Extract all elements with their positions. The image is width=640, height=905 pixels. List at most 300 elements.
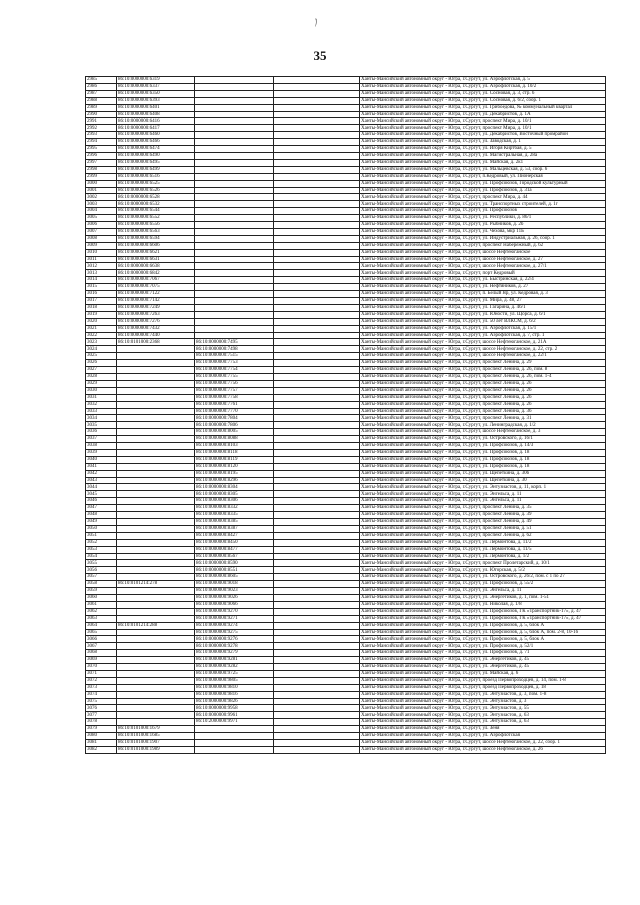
cadastral-number-2-cell xyxy=(195,215,274,222)
row-number-cell: 3023 xyxy=(86,339,117,346)
address-cell: Ханты-Мансийский автономный округ - Югра, г.Сургут, шоссе Нефтеюганское, д. 27 xyxy=(360,256,606,263)
cadastral-number-2-cell: 86:10:0000000:9961 xyxy=(195,712,274,719)
extra-field-cell xyxy=(274,443,360,450)
table-row xyxy=(86,408,606,415)
table-row xyxy=(86,698,606,705)
table-row xyxy=(86,83,606,90)
address-cell: Ханты-Мансийский автономный округ - Югра, г.Сургут, ул. Грибоедова, № коммунальный квартал xyxy=(360,104,606,111)
row-number-cell: 2990 xyxy=(86,111,117,118)
address-cell: Ханты-Мансийский автономный округ - Югра, г.Сургут, ул. Профсоюзов, ГК «Транспортник-17», д. 47 xyxy=(360,615,606,622)
row-number-cell: 3045 xyxy=(86,491,117,498)
row-number-cell: 2995 xyxy=(86,146,117,153)
row-number-cell: 2988 xyxy=(86,97,117,104)
cadastral-number-cell: 86:10:0000000:6417 xyxy=(117,125,195,132)
table-row xyxy=(86,512,606,519)
address-cell: Ханты-Мансийский автономный округ - Югра, г.Сургут, ул. Югорская, д. 5/2 xyxy=(360,567,606,574)
cadastral-number-cell: 86:10:0000000:6552 xyxy=(117,215,195,222)
cadastral-number-2-cell: 86:10:0000000:9958 xyxy=(195,705,274,712)
extra-field-cell xyxy=(274,567,360,574)
cadastral-number-cell xyxy=(117,387,195,394)
address-cell: Ханты-Мансийский автономный округ - Югра, г.Сургут, ул. Энгельса, д. 11 xyxy=(360,491,606,498)
table-row xyxy=(86,277,606,284)
row-number-cell: 3060 xyxy=(86,594,117,601)
cadastral-number-cell xyxy=(117,594,195,601)
row-number-cell: 3063 xyxy=(86,615,117,622)
cadastral-number-2-cell xyxy=(195,146,274,153)
cadastral-number-2-cell: 86:10:0000000:8005 xyxy=(195,429,274,436)
address-cell: Ханты-Мансийский автономный округ - Югра, г.Сургут, шоссе Нефтеюганское, д. 22, стр. 2 xyxy=(360,346,606,353)
cadastral-number-cell: 86:10:0000000:6544 xyxy=(117,208,195,215)
cadastral-number-cell: 86:10:0000000:6631 xyxy=(117,256,195,263)
address-cell: Ханты-Мансийский автономный округ - Югра, г.Сургут, ул. Энтузиастов, д. 3 xyxy=(360,698,606,705)
address-cell: Ханты-Мансийский автономный округ - Югра, г.Сургут, шоссе Нефтеюганское, д. 26 xyxy=(360,746,606,753)
cadastral-number-cell xyxy=(117,367,195,374)
row-number-cell: 3053 xyxy=(86,546,117,553)
row-number-cell: 3065 xyxy=(86,629,117,636)
cadastral-number-cell: 86:10:0000000:6466 xyxy=(117,139,195,146)
table-row xyxy=(86,746,606,753)
row-number-cell: 2996 xyxy=(86,152,117,159)
cadastral-number-cell: 86:10:0101000:1685 xyxy=(117,733,195,740)
cadastral-number-2-cell xyxy=(195,166,274,173)
cadastral-number-cell: 86:10:0000000:6350 xyxy=(117,90,195,97)
row-number-cell: 3066 xyxy=(86,636,117,643)
address-cell: Ханты-Мансийский автономный округ - Югра, г.Сургут, проспект Ленина, д. 26 xyxy=(360,394,606,401)
extra-field-cell xyxy=(274,719,360,726)
table-row xyxy=(86,539,606,546)
row-number-cell: 2994 xyxy=(86,139,117,146)
address-cell: Ханты-Мансийский автономный округ - Югра, г.Сургут, ул. Энергетиков, д. 45 xyxy=(360,664,606,671)
cadastral-number-2-cell xyxy=(195,201,274,208)
table-row xyxy=(86,705,606,712)
row-number-cell: 3035 xyxy=(86,422,117,429)
extra-field-cell xyxy=(274,608,360,615)
cadastral-number-cell xyxy=(117,394,195,401)
cadastral-number-2-cell: 86:10:0000000:8332 xyxy=(195,505,274,512)
cadastral-number-cell xyxy=(117,449,195,456)
address-cell: Ханты-Мансийский автономный округ - Югра, г.Сургут, ул. Профсоюзов, д. 18 xyxy=(360,463,606,470)
table-row xyxy=(86,436,606,443)
cadastral-number-cell xyxy=(117,650,195,657)
extra-field-cell xyxy=(274,367,360,374)
extra-field-cell xyxy=(274,159,360,166)
extra-field-cell xyxy=(274,553,360,560)
table-row xyxy=(86,215,606,222)
row-number-cell: 3024 xyxy=(86,346,117,353)
extra-field-cell xyxy=(274,615,360,622)
cadastral-number-2-cell: 86:10:0000000:7495 xyxy=(195,339,274,346)
row-number-cell: 3006 xyxy=(86,222,117,229)
table-row xyxy=(86,373,606,380)
address-cell: Ханты-Мансийский автономный округ - Югра, г.Сургут, шоссе Нефтеюганское, д. 22/1 xyxy=(360,353,606,360)
cadastral-number-2-cell xyxy=(195,277,274,284)
table-row xyxy=(86,146,606,153)
extra-field-cell xyxy=(274,491,360,498)
row-number-cell: 2987 xyxy=(86,90,117,97)
cadastral-number-2-cell: 86:10:0000000:9278 xyxy=(195,643,274,650)
cadastral-number-2-cell: 86:10:0000000:9725 xyxy=(195,670,274,677)
address-cell: Ханты-Мансийский автономный округ - Югра, г.Сургут, ул. Декабристов, д. 1А xyxy=(360,111,606,118)
extra-field-cell xyxy=(274,291,360,298)
table-row xyxy=(86,719,606,726)
row-number-cell: 3057 xyxy=(86,574,117,581)
cadastral-number-cell: 86:10:0000000:7249 xyxy=(117,304,195,311)
cadastral-number-cell: 86:10:0101214:288 xyxy=(117,622,195,629)
cadastral-number-2-cell: 86:10:0000000:9018 xyxy=(195,581,274,588)
extra-field-cell xyxy=(274,222,360,229)
row-number-cell: 3068 xyxy=(86,650,117,657)
row-number-cell: 3072 xyxy=(86,677,117,684)
extra-field-cell xyxy=(274,152,360,159)
cadastral-number-cell: 86:10:0000000:7432 xyxy=(117,325,195,332)
table-row xyxy=(86,594,606,601)
address-cell: Ханты-Мансийский автономный округ - Югра, г.Сургут, ул. Транспортных строителей, д. 1г xyxy=(360,201,606,208)
row-number-cell: 2986 xyxy=(86,83,117,90)
address-cell: Ханты-Мансийский автономный округ - Югра, г.Сургут, ул. Индустриальная, д. 26, соор. 1 xyxy=(360,235,606,242)
table-row xyxy=(86,491,606,498)
row-number-cell: 3028 xyxy=(86,373,117,380)
extra-field-cell xyxy=(274,332,360,339)
extra-field-cell xyxy=(274,318,360,325)
cadastral-number-cell: 86:10:0000000:7075 xyxy=(117,284,195,291)
row-number-cell: 3039 xyxy=(86,449,117,456)
cadastral-number-cell: 86:10:0000000:6490 xyxy=(117,152,195,159)
address-cell: Ханты-Мансийский автономный округ - Югра, г.Сургут, проспект Мира, д. 10/1 xyxy=(360,118,606,125)
cadastral-number-cell: 86:10:0000000:7067 xyxy=(117,277,195,284)
table-row xyxy=(86,733,606,740)
table-row xyxy=(86,173,606,180)
cadastral-number-2-cell xyxy=(195,77,274,84)
cadastral-number-2-cell xyxy=(195,733,274,740)
row-number-cell: 3008 xyxy=(86,235,117,242)
row-number-cell: 3059 xyxy=(86,588,117,595)
cadastral-number-2-cell xyxy=(195,152,274,159)
row-number-cell: 3033 xyxy=(86,408,117,415)
address-cell: Ханты-Мансийский автономный округ - Югра, г.Сургут, ул. Островского, д. 16/1 xyxy=(360,436,606,443)
row-number-cell: 3049 xyxy=(86,519,117,526)
row-number-cell: 3016 xyxy=(86,291,117,298)
table-row xyxy=(86,256,606,263)
row-number-cell: 3044 xyxy=(86,484,117,491)
extra-field-cell xyxy=(274,546,360,553)
cadastral-number-2-cell: 86:10:0000000:7770 xyxy=(195,408,274,415)
cadastral-number-2-cell xyxy=(195,208,274,215)
table-row xyxy=(86,325,606,332)
cadastral-number-2-cell: 86:10:0000000:7755 xyxy=(195,373,274,380)
address-cell: Ханты-Мансийский автономный округ - Югра, г.Сургут, проспект Ленина, д. 62 xyxy=(360,532,606,539)
row-number-cell: 3003 xyxy=(86,201,117,208)
cadastral-number-cell: 86:10:0000000:6337 xyxy=(117,83,195,90)
cadastral-number-2-cell: 86:10:0000000:7806 xyxy=(195,422,274,429)
extra-field-cell xyxy=(274,733,360,740)
cadastral-number-2-cell: 86:10:0000000:7757 xyxy=(195,387,274,394)
table-row xyxy=(86,463,606,470)
extra-field-cell xyxy=(274,498,360,505)
address-cell: Ханты-Мансийский автономный округ - Югра, г.Сургут, ул. Республики, д. 86/1 xyxy=(360,215,606,222)
table-row xyxy=(86,629,606,636)
extra-field-cell xyxy=(274,346,360,353)
cadastral-number-2-cell xyxy=(195,256,274,263)
extra-field-cell xyxy=(274,512,360,519)
extra-field-cell xyxy=(274,270,360,277)
register-table xyxy=(85,76,606,754)
extra-field-cell xyxy=(274,83,360,90)
cadastral-number-2-cell: 86:10:0000000:9810 xyxy=(195,684,274,691)
table-row xyxy=(86,525,606,532)
address-cell: Ханты-Мансийский автономный округ - Югра, г.Сургут, проспект Ленина, д. 26 xyxy=(360,380,606,387)
extra-field-cell xyxy=(274,339,360,346)
cadastral-number-cell xyxy=(117,380,195,387)
row-number-cell: 2998 xyxy=(86,166,117,173)
cadastral-number-2-cell xyxy=(195,284,274,291)
cadastral-number-cell xyxy=(117,677,195,684)
cadastral-number-2-cell: 86:10:0000000:7761 xyxy=(195,401,274,408)
cadastral-number-cell: 86:10:0000000:6460 xyxy=(117,132,195,139)
table-row xyxy=(86,104,606,111)
address-cell: Ханты-Мансийский автономный округ - Югра, г.Сургут, ул. Щепеткина, д. 30б xyxy=(360,470,606,477)
extra-field-cell xyxy=(274,677,360,684)
table-row xyxy=(86,601,606,608)
cadastral-number-2-cell xyxy=(195,173,274,180)
address-cell: Ханты-Мансийский автономный округ - Югра, г.Сургут, проезд Первопроходцев, д. 14, пом. 1-8 xyxy=(360,677,606,684)
table-row xyxy=(86,574,606,581)
cadastral-number-cell xyxy=(117,443,195,450)
cadastral-number-cell: 86:10:0000000:6638 xyxy=(117,263,195,270)
table-row xyxy=(86,77,606,84)
address-cell: Ханты-Мансийский автономный округ - Югра, г.Сургут, проспект Мира, д. 10/1 xyxy=(360,125,606,132)
address-cell: Ханты-Мансийский автономный округ - Югра, г.Сургут, ул. Энтузиастов, д. 11, корп. 1 xyxy=(360,484,606,491)
address-cell: Ханты-Мансийский автономный округ - Югра, г.Сургут, шоссе Нефтеюганское xyxy=(360,249,606,256)
address-cell: Ханты-Мансийский автономный округ - Югра, г.Сургут, ул. Профсоюзов, д. 18 xyxy=(360,456,606,463)
cadastral-number-cell: 86:10:0000000:6532 xyxy=(117,201,195,208)
address-cell: Ханты-Мансийский автономный округ - Югра, г.Сургут, шоссе Нефтеюганское, д. 22, соор. 1 xyxy=(360,740,606,747)
row-number-cell: 3052 xyxy=(86,539,117,546)
cadastral-number-2-cell xyxy=(195,325,274,332)
extra-field-cell xyxy=(274,104,360,111)
row-number-cell: 3082 xyxy=(86,746,117,753)
cadastral-number-cell xyxy=(117,643,195,650)
cadastral-number-2-cell xyxy=(195,97,274,104)
row-number-cell: 3015 xyxy=(86,284,117,291)
cadastral-number-cell xyxy=(117,463,195,470)
row-number-cell: 3070 xyxy=(86,664,117,671)
cadastral-number-2-cell: 86:10:0000000:8450 xyxy=(195,539,274,546)
cadastral-number-cell xyxy=(117,664,195,671)
extra-field-cell xyxy=(274,726,360,733)
extra-field-cell xyxy=(274,132,360,139)
cadastral-number-cell xyxy=(117,477,195,484)
cadastral-number-cell: 86:10:0101000:1907 xyxy=(117,740,195,747)
cadastral-number-cell: 86:10:0000000:6556 xyxy=(117,222,195,229)
cadastral-number-2-cell xyxy=(195,242,274,249)
cadastral-number-2-cell xyxy=(195,83,274,90)
cadastral-number-2-cell xyxy=(195,726,274,733)
extra-field-cell xyxy=(274,532,360,539)
cadastral-number-cell xyxy=(117,525,195,532)
cadastral-number-2-cell xyxy=(195,111,274,118)
table-row xyxy=(86,519,606,526)
cadastral-number-2-cell: 86:10:0000000:7804 xyxy=(195,415,274,422)
table-row xyxy=(86,484,606,491)
table-row xyxy=(86,394,606,401)
cadastral-number-cell: 86:10:0000000:7276 xyxy=(117,318,195,325)
cadastral-number-2-cell xyxy=(195,118,274,125)
address-cell: Ханты-Мансийский автономный округ - Югра, г.Сургут, ул. Профсоюзов, д. 31а xyxy=(360,187,606,194)
cadastral-number-2-cell: 86:10:0000000:9275 xyxy=(195,629,274,636)
table-row xyxy=(86,125,606,132)
row-number-cell: 3025 xyxy=(86,353,117,360)
table-row xyxy=(86,415,606,422)
address-cell: Ханты-Мансийский автономный округ - Югра, г.Сургут, ул. Профсоюзов, д. 14/3 xyxy=(360,443,606,450)
extra-field-cell xyxy=(274,125,360,132)
cadastral-number-cell xyxy=(117,456,195,463)
address-cell: Ханты-Мансийский автономный округ - Югра, г.Сургут, ул. Аэрофлотская, д. 10/2 xyxy=(360,83,606,90)
cadastral-number-cell xyxy=(117,615,195,622)
address-cell: Ханты-Мансийский автономный округ - Югра, г.Сургут, проспект Ленина, д. 51 xyxy=(360,525,606,532)
row-number-cell: 2992 xyxy=(86,125,117,132)
cadastral-number-cell xyxy=(117,712,195,719)
cadastral-number-2-cell: 86:10:0000000:8335 xyxy=(195,512,274,519)
row-number-cell: 3005 xyxy=(86,215,117,222)
address-cell: Ханты-Мансийский автономный округ - Югра, г.Сургут, ул. Лермонтова, д. 1/2 xyxy=(360,553,606,560)
table-row xyxy=(86,477,606,484)
address-cell: Ханты-Мансийский автономный округ - Югра, г.Сургут, ул. Профсоюзов, д. 52/1 xyxy=(360,643,606,650)
row-number-cell: 3073 xyxy=(86,684,117,691)
cadastral-number-2-cell: 86:10:0000000:8119 xyxy=(195,456,274,463)
extra-field-cell xyxy=(274,180,360,187)
table-row xyxy=(86,429,606,436)
cadastral-number-cell xyxy=(117,353,195,360)
table-row xyxy=(86,111,606,118)
address-cell: Ханты-Мансийский автономный округ - Югра, г.Сургут, ул. Мальцевская, д. 53, соор. 6 xyxy=(360,166,606,173)
cadastral-number-cell xyxy=(117,539,195,546)
extra-field-cell xyxy=(274,560,360,567)
row-number-cell: 3047 xyxy=(86,505,117,512)
address-cell: Ханты-Мансийский автономный округ - Югра, г.Сургут, шоссе Нефтеюганское, д. 3 xyxy=(360,429,606,436)
extra-field-cell xyxy=(274,484,360,491)
cadastral-number-cell xyxy=(117,553,195,560)
cadastral-number-cell xyxy=(117,429,195,436)
row-number-cell: 3078 xyxy=(86,719,117,726)
address-cell: Ханты-Мансийский автономный округ - Югра, г.Сургут, ул. Аэрофлотская, д. 7, стр. 1 xyxy=(360,332,606,339)
row-number-cell: 3000 xyxy=(86,180,117,187)
row-number-cell: 2999 xyxy=(86,173,117,180)
extra-field-cell xyxy=(274,470,360,477)
cadastral-number-cell: 86:10:0000000:7142 xyxy=(117,298,195,305)
row-number-cell: 3037 xyxy=(86,436,117,443)
table-row xyxy=(86,284,606,291)
cadastral-number-2-cell: 86:10:0000000:9270 xyxy=(195,608,274,615)
cadastral-number-2-cell: 86:10:2000000:9971 xyxy=(195,719,274,726)
row-number-cell: 2991 xyxy=(86,118,117,125)
table-row xyxy=(86,270,606,277)
cadastral-number-cell xyxy=(117,484,195,491)
cadastral-number-2-cell xyxy=(195,90,274,97)
row-number-cell: 3071 xyxy=(86,670,117,677)
row-number-cell: 3062 xyxy=(86,608,117,615)
extra-field-cell xyxy=(274,228,360,235)
address-cell: Ханты-Мансийский автономный округ - Югра, г.Сургут, ул. Игоря Киртбая, д. 5 xyxy=(360,146,606,153)
cadastral-number-cell: 86:10:0101000:2368 xyxy=(117,339,195,346)
address-cell: Ханты-Мансийский автономный округ - Югра, г.Сургут, ул. Профсоюзов, д. 5, блок А xyxy=(360,622,606,629)
cadastral-number-2-cell: 86:10:0000000:9816 xyxy=(195,691,274,698)
extra-field-cell xyxy=(274,574,360,581)
address-cell: Ханты-Мансийский автономный округ - Югра, г.Сургут, проспект Ленина, д. 49 xyxy=(360,519,606,526)
cadastral-number-cell: 86:10:0000000:6842 xyxy=(117,270,195,277)
extra-field-cell xyxy=(274,436,360,443)
table-row xyxy=(86,712,606,719)
cadastral-number-cell: 86:10:0000000:6401 xyxy=(117,104,195,111)
cadastral-number-cell: 86:10:0000000:7440 xyxy=(117,332,195,339)
extra-field-cell xyxy=(274,201,360,208)
cadastral-number-2-cell: 86:10:0000000:9826 xyxy=(195,698,274,705)
row-number-cell: 3061 xyxy=(86,601,117,608)
row-number-cell: 3074 xyxy=(86,691,117,698)
extra-field-cell xyxy=(274,380,360,387)
cadastral-number-2-cell xyxy=(195,291,274,298)
table-row xyxy=(86,97,606,104)
extra-field-cell xyxy=(274,629,360,636)
cadastral-number-2-cell: 86:10:0000000:7756 xyxy=(195,380,274,387)
table-row xyxy=(86,650,606,657)
row-number-cell: 3014 xyxy=(86,277,117,284)
address-cell: Ханты-Мансийский автономный округ - Югра, г.Сургут, ул. Энтузиастов, д. 55 xyxy=(360,705,606,712)
table-row xyxy=(86,228,606,235)
address-cell: Ханты-Мансийский автономный округ - Югра, г.Сургут, ул. Щепеткина, д. 30 xyxy=(360,477,606,484)
cadastral-number-2-cell xyxy=(195,298,274,305)
cadastral-number-2-cell: 86:10:0000000:8306 xyxy=(195,498,274,505)
cadastral-number-2-cell: 86:10:0000000:9026 xyxy=(195,594,274,601)
table-row xyxy=(86,553,606,560)
row-number-cell: 3027 xyxy=(86,367,117,374)
cadastral-number-cell xyxy=(117,532,195,539)
address-cell: Ханты-Мансийский автономный округ - Югра, г.Сургут, ул. Заводская, д. 1 xyxy=(360,139,606,146)
cadastral-number-2-cell: 86:10:0000000:8385 xyxy=(195,519,274,526)
row-number-cell: 3011 xyxy=(86,256,117,263)
address-cell: Ханты-Мансийский автономный округ - Югра, г.Сургут, ул. Энгельса, д. 11 xyxy=(360,588,606,595)
row-number-cell: 3036 xyxy=(86,429,117,436)
address-cell: Ханты-Мансийский автономный округ - Югра, г.Сургут, ул. Аэрофлотская xyxy=(360,733,606,740)
address-cell: Ханты-Мансийский автономный округ - Югра, г.Сургут, ул. Зеня xyxy=(360,726,606,733)
table-row xyxy=(86,684,606,691)
row-number-cell: 3031 xyxy=(86,394,117,401)
cadastral-number-2-cell: 86:10:0000000:8305 xyxy=(195,491,274,498)
table-row xyxy=(86,208,606,215)
address-cell: Ханты-Мансийский автономный округ - Югра, г.Сургут, проспект Ленина, д. 26 xyxy=(360,401,606,408)
row-number-cell: 3058 xyxy=(86,581,117,588)
address-cell: Ханты-Мансийский автономный округ - Югра, г.Сургут, порт Кедровый xyxy=(360,270,606,277)
cadastral-number-cell: 86:10:0000000:6525 xyxy=(117,180,195,187)
table-row xyxy=(86,608,606,615)
table-row xyxy=(86,422,606,429)
cadastral-number-cell xyxy=(117,470,195,477)
cadastral-number-cell: 86:10:0000000:6563 xyxy=(117,228,195,235)
cadastral-number-cell: 86:10:0000000:6474 xyxy=(117,146,195,153)
table-row xyxy=(86,139,606,146)
address-cell: Ханты-Мансийский автономный округ - Югра, г.Сургут, ул. 50 лет ВЛКСМ, д. 6/2 xyxy=(360,318,606,325)
extra-field-cell xyxy=(274,477,360,484)
row-number-cell: 3010 xyxy=(86,249,117,256)
extra-field-cell xyxy=(274,429,360,436)
cadastral-number-cell: 86:10:0000000:6499 xyxy=(117,166,195,173)
extra-field-cell xyxy=(274,97,360,104)
row-number-cell: 3022 xyxy=(86,332,117,339)
cadastral-number-cell xyxy=(117,601,195,608)
extra-field-cell xyxy=(274,670,360,677)
extra-field-cell xyxy=(274,539,360,546)
extra-field-cell xyxy=(274,698,360,705)
extra-field-cell xyxy=(274,166,360,173)
